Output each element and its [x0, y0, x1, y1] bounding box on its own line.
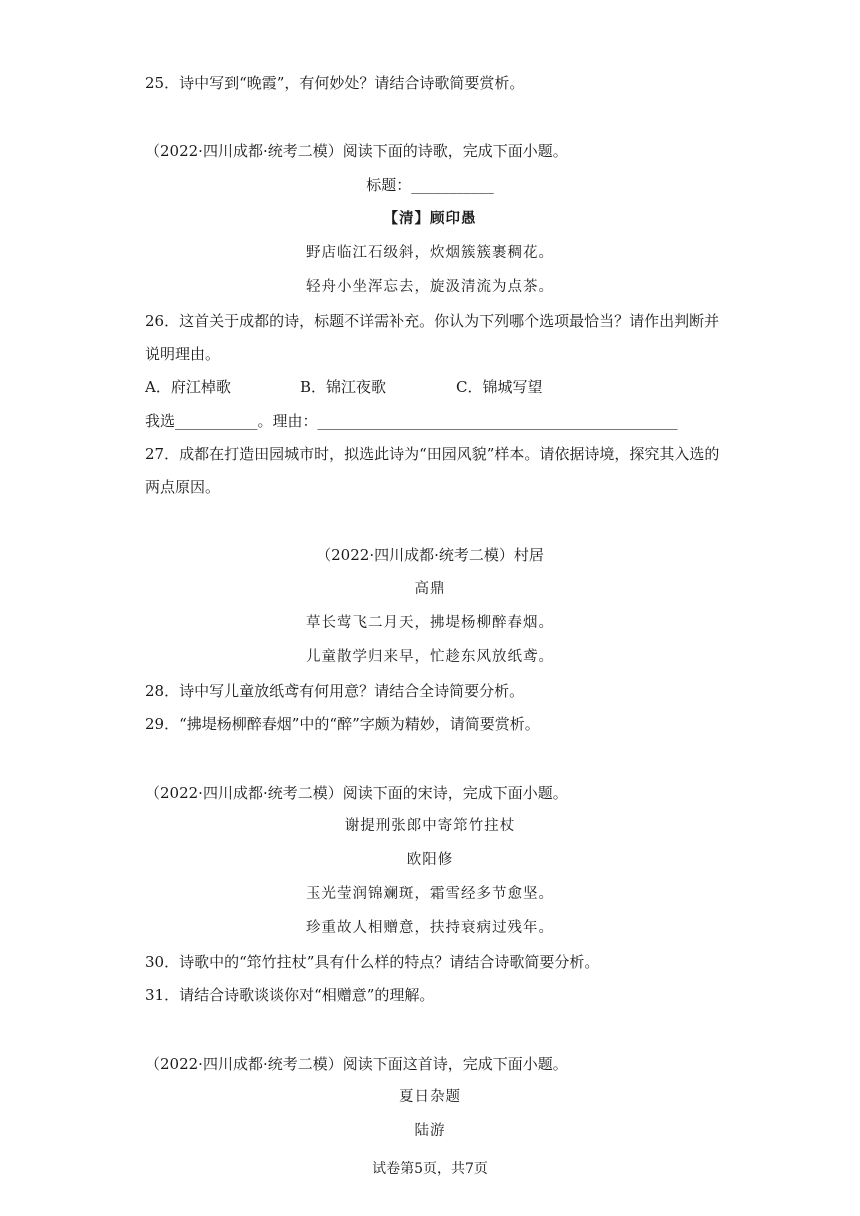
poem-title: 谢提刑张郎中寄筇竹拄杖 — [344, 818, 516, 834]
poem-line: 草长莺飞二月天，拂堤杨柳醉春烟。 — [306, 615, 554, 631]
question-27-cont: 两点原因。 — [145, 478, 221, 496]
poem-title-blank: 标题：___________ — [366, 176, 494, 194]
answer-line: 我选___________。理由：________________________________________________ — [145, 412, 678, 430]
poem-author: 高鼎 — [414, 581, 446, 597]
question-25: 25．诗中写到“晚霞”，有何妙处？请结合诗歌简要赏析。 — [145, 74, 525, 92]
poem-line: 轻舟小坐浑忘去，旋汲清流为点茶。 — [306, 279, 554, 295]
question-26-cont: 说明理由。 — [145, 345, 221, 363]
section-intro: （2022·四川成都·统考二模）阅读下面这首诗，完成下面小题。 — [145, 1055, 568, 1073]
poem-title: 夏日杂题 — [399, 1089, 461, 1105]
poem-line: 野店临江石级斜，炊烟簇簇裹稠花。 — [306, 245, 554, 261]
question-27: 27．成都在打造田园城市时，拟选此诗为“田园风貌”样本。请依据诗境，探究其入选的 — [145, 445, 720, 463]
question-30: 30．诗歌中的“筇竹拄杖”具有什么样的特点？请结合诗歌简要分析。 — [145, 953, 600, 971]
poem-author: 陆游 — [414, 1123, 446, 1139]
poem-author: 【清】顾印愚 — [383, 210, 477, 227]
page-footer: 试卷第5页，共7页 — [372, 1161, 488, 1177]
question-29: 29．“拂堤杨柳醉春烟”中的“醉”字颇为精妙，请简要赏析。 — [145, 715, 540, 733]
question-28: 28．诗中写儿童放纸鸢有何用意？请结合全诗简要分析。 — [145, 682, 525, 700]
question-26: 26．这首关于成都的诗，标题不详需补充。你认为下列哪个选项最恰当？请作出判断并 — [145, 312, 720, 330]
section-intro: （2022·四川成都·统考二模）阅读下面的宋诗，完成下面小题。 — [145, 784, 568, 802]
poem-line: 珍重故人相赠意，扶持衰病过残年。 — [306, 920, 554, 936]
poem-line: 玉光莹润锦斓斑，霜雪经多节愈坚。 — [306, 886, 554, 902]
option-c: C．锦城写望 — [456, 378, 543, 396]
option-b: B．锦江夜歌 — [300, 378, 387, 396]
option-a: A．府江棹歌 — [145, 378, 231, 396]
question-31: 31．请结合诗歌谈谈你对“相赠意”的理解。 — [145, 986, 435, 1004]
poem-author: 欧阳修 — [406, 852, 454, 868]
poem-line: 儿童散学归来早，忙趁东风放纸鸢。 — [306, 649, 554, 665]
section-header: （2022·四川成都·统考二模）村居 — [316, 546, 544, 564]
section-intro: （2022·四川成都·统考二模）阅读下面的诗歌，完成下面小题。 — [145, 142, 568, 160]
